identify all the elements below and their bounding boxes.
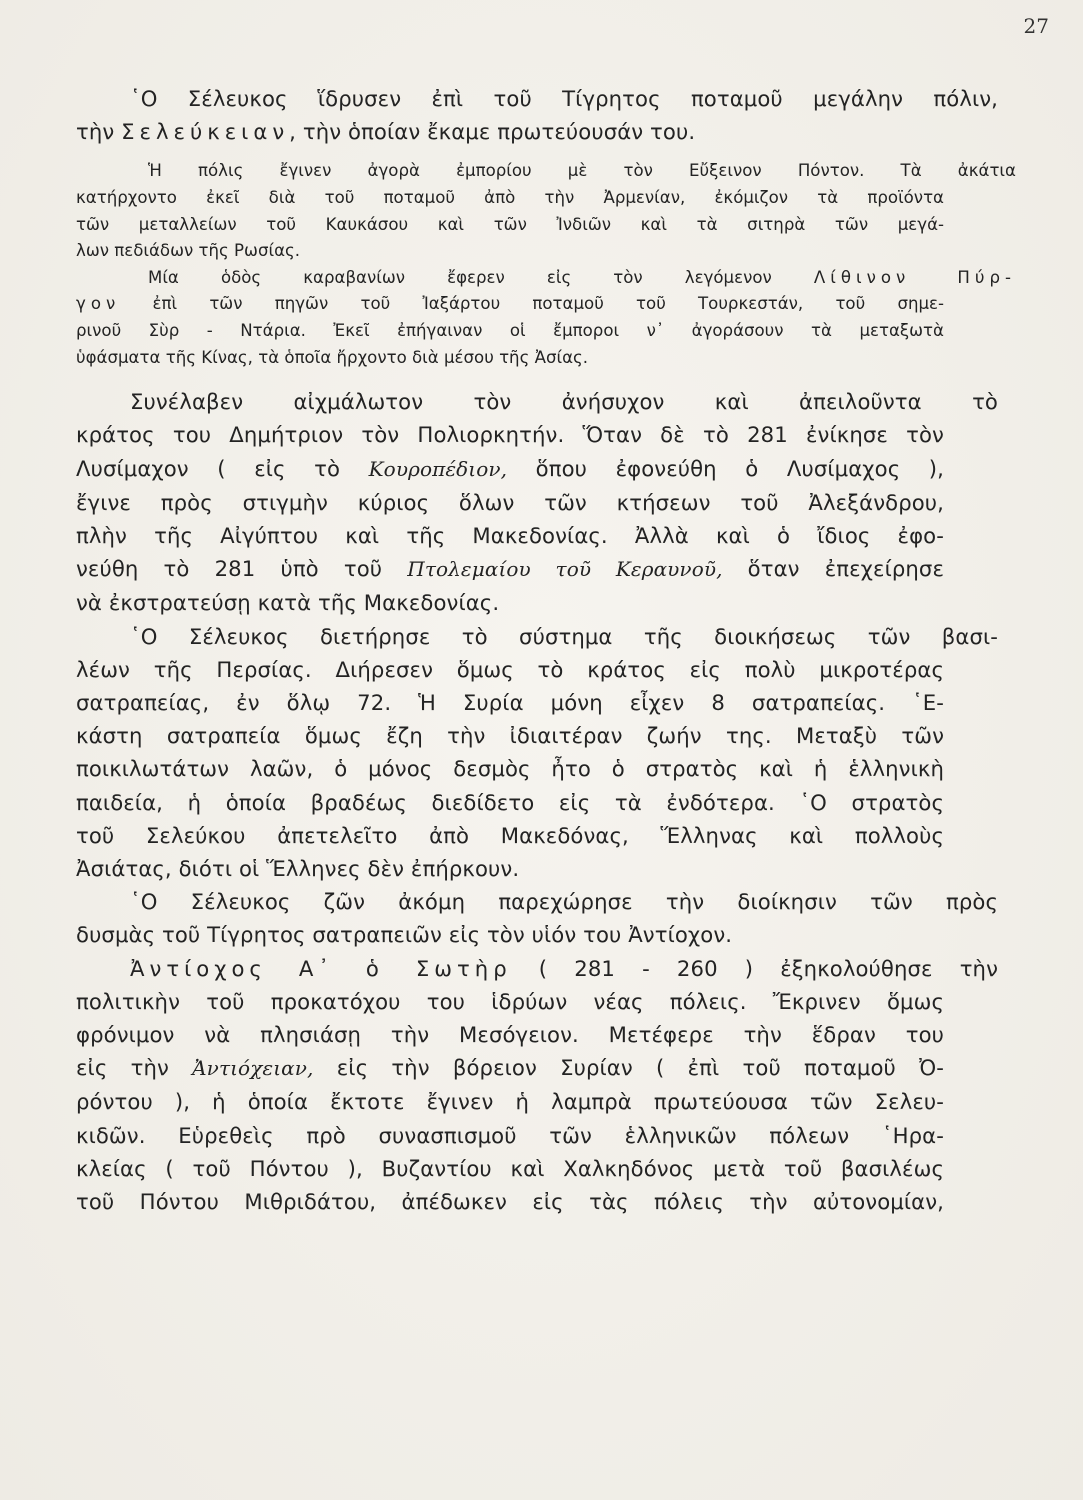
note-line: τῶν μεταλλείων τοῦ Καυκάσου καὶ τῶν Ἰνδιῶν καὶ τὰ σιτηρὰ τῶν μεγά- [76, 214, 944, 234]
text-line: κιδῶν. Εὑρεθεὶς πρὸ συνασπισμοῦ τῶν ἑλληνικῶν πόλεων ῾Ηρα- [76, 1122, 944, 1148]
text-line [76, 552, 944, 586]
emphasized-name: γον [76, 294, 121, 314]
text-line: Ἀσιάτας, διότι οἱ Ἕλληνες δὲν ἐπήρκουν. [76, 856, 520, 881]
emphasized-name: Ἀντίοχος Α᾽ ὁ Σωτὴρ [130, 955, 512, 981]
text-line: ῾Ο Σέλευκος ζῶν ἀκόμη παρεχώρησε τὴν διοίκησιν τῶν πρὸς [130, 889, 998, 915]
text-line: ῾Ο Σέλευκος ἵδρυσεν ἐπὶ τοῦ Τίγρητος ποταμοῦ μεγάλην πόλιν, [130, 86, 998, 111]
italic-place-name: Κουροπέδιον, [368, 456, 508, 481]
italic-place-name: Ἀντιόχειαν, [192, 1056, 314, 1081]
text-span: ( 281 - 260 ) ἐξηκολούθησε τὴν [511, 955, 999, 981]
text-line: παιδεία, ἡ ὁποία βραδέως διεδίδετο εἰς τὰ ἐνδότερα. ῾Ο στρατὸς [76, 789, 944, 815]
text-line: Συνέλαβεν αἰχμάλωτον τὸν ἀνήσυχον καὶ ἀπειλοῦντα τὸ [130, 389, 998, 415]
text-span: Λυσίμαχον ( εἰς τὸ [76, 455, 369, 481]
emphasized-name: Λίθινον Πύρ- [813, 267, 1016, 287]
text-span: ὅταν ἐπεχείρησε [722, 556, 944, 582]
text-line: φρόνιμον νὰ πλησιάσῃ τὴν Μεσόγειον. Μετέφερε τὴν ἕδραν του [76, 1022, 944, 1048]
note-line: κατήρχοντο ἐκεῖ διὰ τοῦ ποταμοῦ ἀπὸ τὴν Ἀρμενίαν, ἐκόμιζον τὰ προϊόντα [76, 188, 944, 207]
paragraph-antiochus-soter [76, 952, 999, 1219]
text-span: , τὴν ὁποίαν ἔκαμε πρωτεύουσάν του. [289, 119, 696, 145]
text-line [76, 1051, 944, 1085]
text-span: Μία ὁδὸς καραβανίων ἔφερεν εἰς τὸν λεγόμενον [148, 267, 814, 287]
text-line: ποικιλωτάτων λαῶν, ὁ μόνος δεσμὸς ἦτο ὁ στρατὸς καὶ ἡ ἑλληνικὴ [76, 756, 944, 782]
paragraph-seleucia [76, 82, 998, 148]
text-line: κάστη σατραπεία ὅμως ἔζη τὴν ἰδιαιτέραν ζωήν της. Μεταξὺ τῶν [76, 723, 944, 749]
emphasized-name: Σελεύκειαν [121, 119, 290, 145]
text-line: πολιτικὴν τοῦ προκατόχου του ἱδρύων νέας πόλεις. Ἔκρινεν ὅμως [76, 988, 944, 1014]
page-number: 27 [1023, 14, 1049, 38]
text-line: ῾Ο Σέλευκος διετήρησε τὸ σύστημα τῆς διοικήσεως τῶν βασι- [130, 623, 998, 649]
text-span: τὴν [76, 119, 122, 145]
text-line [76, 452, 944, 486]
text-span: εἰς τὴν [76, 1055, 193, 1081]
paragraph-satrapies [76, 620, 998, 886]
text-line [76, 115, 944, 148]
text-span: εἰς τὴν βόρειον Συρίαν ( ἐπὶ τοῦ ποταμοῦ Ὀ- [313, 1055, 944, 1081]
text-line: λέων τῆς Περσίας. Διήρεσεν ὅμως τὸ κράτος εἰς πολὺ μικροτέρας [76, 656, 944, 682]
text-line: τοῦ Πόντου Μιθριδάτου, ἀπέδωκεν εἰς τὰς πόλεις τὴν αὐτονομίαν, [76, 1189, 944, 1215]
note-line: ὑφάσματα τῆς Κίνας, τὰ ὁποῖα ἤρχοντο διὰ μέσου τῆς Ἀσίας. [76, 347, 589, 367]
text-line: τοῦ Σελεύκου ἀπετελεῖτο ἀπὸ Μακεδόνας, Ἕλληνας καὶ πολλοὺς [76, 822, 944, 848]
text-line: κλείας ( τοῦ Πόντου ), Βυζαντίου καὶ Χαλκηδόνος μετὰ τοῦ βασιλέως [76, 1155, 944, 1181]
text-span: ἐπὶ τῶν πηγῶν τοῦ Ἰαξάρτου ποταμοῦ τοῦ Τουρκεστάν, τοῦ σημε- [120, 294, 944, 314]
note-line [76, 265, 1016, 292]
paragraph-demetrius [76, 385, 998, 619]
note-line: λων πεδιάδων τῆς Ρωσίας. [76, 241, 301, 261]
small-print-note [76, 158, 1016, 371]
text-line: ἔγινε πρὸς στιγμὴν κύριος ὅλων τῶν κτήσεων τοῦ Ἀλεξάνδρου, [76, 489, 944, 515]
note-line [76, 291, 944, 318]
text-line: πλὴν τῆς Αἰγύπτου καὶ τῆς Μακεδονίας. Ἀλλὰ καὶ ὁ ἴδιος ἐφο- [76, 522, 944, 548]
note-line: ρινοῦ Σὺρ - Ντάρια. Ἐκεῖ ἐπήγαιναν οἱ ἔμποροι ν᾽ ἀγοράσουν τὰ μεταξωτὰ [76, 320, 944, 340]
text-span: νεύθη τὸ 281 ὑπὸ τοῦ [76, 556, 408, 582]
text-line: σατραπείας, ἐν ὅλῳ 72. Ἡ Συρία μόνη εἶχεν 8 σατραπείας. ῾Ε- [76, 689, 944, 715]
paragraph-antiochus-governance [76, 885, 998, 951]
text-line [76, 952, 998, 985]
text-line: δυσμὰς τοῦ Τίγρητος σατραπειῶν εἰς τὸν υἱόν του Ἀντίοχον. [76, 922, 733, 948]
text-span: ὅπου ἐφονεύθη ὁ Λυσίμαχος ), [507, 455, 944, 481]
text-line: ρόντου ), ἡ ὁποία ἔκτοτε ἔγινεν ἡ λαμπρὰ πρωτεύουσα τῶν Σελευ- [76, 1089, 944, 1115]
body-text [76, 82, 1016, 1218]
text-line: κράτος του Δημήτριον τὸν Πολιορκητήν. Ὅταν δὲ τὸ 281 ἐνίκησε τὸν [76, 422, 944, 448]
italic-person-name: Πτολεμαίου τοῦ Κεραυνοῦ, [407, 557, 723, 582]
note-line: Ἡ πόλις ἔγινεν ἀγορὰ ἐμπορίου μὲ τὸν Εὔξεινον Πόντον. Τὰ ἀκάτια [148, 161, 1016, 181]
text-line: νὰ ἐκστρατεύσῃ κατὰ τῆς Μακεδονίας. [76, 590, 500, 616]
